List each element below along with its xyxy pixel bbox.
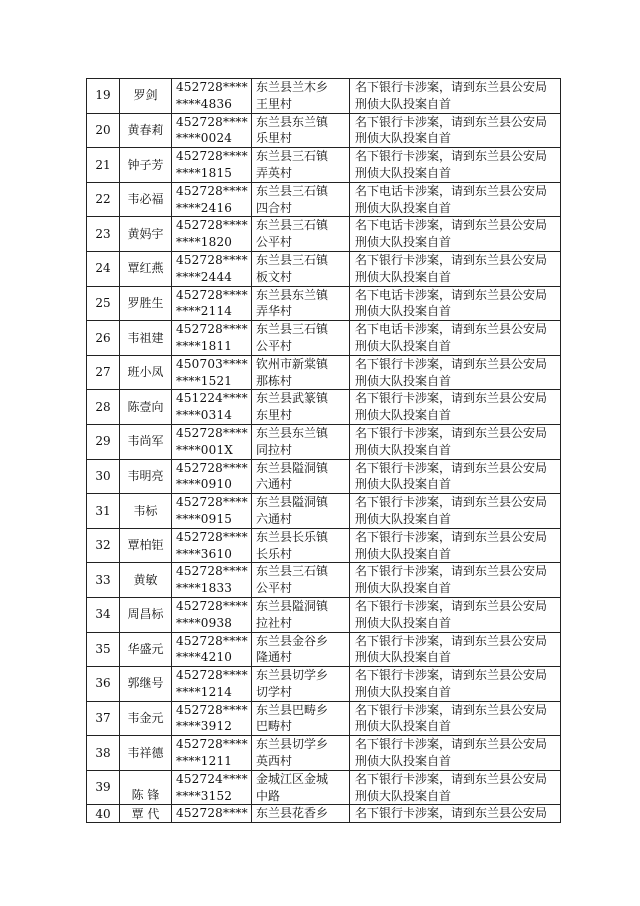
table-row: [87, 251, 561, 286]
table-row: [87, 182, 561, 217]
table-row: [87, 528, 561, 563]
row-number-cell: 38: [87, 736, 120, 771]
table-row: [87, 494, 561, 529]
row-number-cell: 37: [87, 701, 120, 736]
row-number-cell: 34: [87, 597, 120, 632]
id-number-cell: 450703**** ****1521: [172, 355, 252, 390]
notice-cell: 名下电话卡涉案，请到东兰县公安局 刑侦大队投案自首: [350, 286, 561, 321]
id-number-cell: 452728**** ****2444: [172, 251, 252, 286]
address-cell: 金城江区金城 中路: [252, 770, 350, 805]
notice-cell: 名下银行卡涉案，请到东兰县公安局 刑侦大队投案自首: [350, 113, 561, 148]
notice-cell: 名下电话卡涉案，请到东兰县公安局 刑侦大队投案自首: [350, 182, 561, 217]
address-cell: 东兰县兰木乡 王里村: [252, 79, 350, 114]
table-row: [87, 632, 561, 667]
address-cell: 东兰县三石镇 公平村: [252, 563, 350, 598]
person-name-cell: 班小凤: [120, 355, 172, 390]
row-number-cell: 24: [87, 251, 120, 286]
address-cell: 东兰县隘洞镇 六通村: [252, 459, 350, 494]
table-row: [87, 701, 561, 736]
address-cell: 东兰县武篆镇 东里村: [252, 390, 350, 425]
person-name-cell: 华盛元: [120, 632, 172, 667]
notice-cell: 名下银行卡涉案，请到东兰县公安局 刑侦大队投案自首: [350, 701, 561, 736]
table-row: [87, 459, 561, 494]
row-number-cell: 22: [87, 182, 120, 217]
table-row: [87, 597, 561, 632]
id-number-cell: 452728**** ****1211: [172, 736, 252, 771]
row-number-cell: 35: [87, 632, 120, 667]
person-name-cell: 韦标: [120, 494, 172, 529]
notice-cell: 名下银行卡涉案，请到东兰县公安局 刑侦大队投案自首: [350, 770, 561, 805]
address-cell: 东兰县花香乡: [252, 805, 350, 823]
table-row: [87, 113, 561, 148]
address-cell: 东兰县切学乡 英西村: [252, 736, 350, 771]
person-name-cell: 黄春莉: [120, 113, 172, 148]
row-number-cell: 27: [87, 355, 120, 390]
address-cell: 东兰县东兰镇 乐里村: [252, 113, 350, 148]
id-number-cell: 451224**** ****0314: [172, 390, 252, 425]
person-name-cell: 覃 代: [120, 805, 172, 823]
person-name-cell: 韦祥德: [120, 736, 172, 771]
address-cell: 东兰县长乐镇 长乐村: [252, 528, 350, 563]
person-name-cell: 黄敏: [120, 563, 172, 598]
row-number-cell: 36: [87, 667, 120, 702]
notice-cell: 名下银行卡涉案，请到东兰县公安局 刑侦大队投案自首: [350, 355, 561, 390]
table-row: [87, 563, 561, 598]
notice-cell: 名下银行卡涉案，请到东兰县公安局 刑侦大队投案自首: [350, 597, 561, 632]
id-number-cell: 452728**** ****3610: [172, 528, 252, 563]
person-name-cell: 罗胜生: [120, 286, 172, 321]
address-cell: 东兰县切学乡 切学村: [252, 667, 350, 702]
address-cell: 东兰县隘洞镇 六通村: [252, 494, 350, 529]
row-number-cell: 31: [87, 494, 120, 529]
id-number-cell: 452728**** ****0024: [172, 113, 252, 148]
id-number-cell: 452728**** ****3912: [172, 701, 252, 736]
person-name-cell: 罗剑: [120, 79, 172, 114]
address-cell: 东兰县三石镇 板文村: [252, 251, 350, 286]
address-cell: 东兰县三石镇 公平村: [252, 217, 350, 252]
person-name-cell: 黄妈宇: [120, 217, 172, 252]
id-number-cell: 452728**** ****0910: [172, 459, 252, 494]
id-number-cell: 452728**** ****0915: [172, 494, 252, 529]
notice-cell: 名下银行卡涉案，请到东兰县公安局 刑侦大队投案自首: [350, 528, 561, 563]
id-number-cell: 452728**** ****001X: [172, 424, 252, 459]
row-number-cell: 28: [87, 390, 120, 425]
table-body: [87, 79, 561, 823]
row-number-cell: 19: [87, 79, 120, 114]
person-name-cell: 周昌标: [120, 597, 172, 632]
table-row: [87, 217, 561, 252]
person-name-cell: 钟子芳: [120, 148, 172, 183]
notice-cell: 名下电话卡涉案，请到东兰县公安局 刑侦大队投案自首: [350, 321, 561, 356]
row-number-cell: 25: [87, 286, 120, 321]
id-number-cell: 452728****: [172, 805, 252, 823]
case-notice-table: [86, 78, 561, 823]
person-name-cell: 陈壹向: [120, 390, 172, 425]
table-row: [87, 286, 561, 321]
table-row: [87, 321, 561, 356]
person-name-cell: 覃红燕: [120, 251, 172, 286]
person-name-cell: 韦金元: [120, 701, 172, 736]
notice-cell: 名下银行卡涉案，请到东兰县公安局 刑侦大队投案自首: [350, 494, 561, 529]
row-number-cell: 32: [87, 528, 120, 563]
address-cell: 东兰县东兰镇 弄华村: [252, 286, 350, 321]
address-cell: 东兰县巴畴乡 巴畴村: [252, 701, 350, 736]
person-name-cell: 韦必福: [120, 182, 172, 217]
id-number-cell: 452724**** ****3152: [172, 770, 252, 805]
id-number-cell: 452728**** ****1820: [172, 217, 252, 252]
table-row: [87, 79, 561, 114]
table-row: [87, 390, 561, 425]
notice-cell: 名下银行卡涉案，请到东兰县公安局 刑侦大队投案自首: [350, 563, 561, 598]
notice-cell: 名下银行卡涉案，请到东兰县公安局 刑侦大队投案自首: [350, 736, 561, 771]
address-cell: 东兰县隘洞镇 拉社村: [252, 597, 350, 632]
notice-cell: 名下银行卡涉案，请到东兰县公安局 刑侦大队投案自首: [350, 79, 561, 114]
row-number-cell: 40: [87, 805, 120, 823]
id-number-cell: 452728**** ****1833: [172, 563, 252, 598]
id-number-cell: 452728**** ****4210: [172, 632, 252, 667]
row-number-cell: 26: [87, 321, 120, 356]
row-number-cell: 39: [87, 770, 120, 805]
id-number-cell: 452728**** ****0938: [172, 597, 252, 632]
row-number-cell: 29: [87, 424, 120, 459]
row-number-cell: 30: [87, 459, 120, 494]
notice-cell: 名下银行卡涉案，请到东兰县公安局 刑侦大队投案自首: [350, 459, 561, 494]
table-row: [87, 770, 561, 805]
person-name-cell: 陈 锋: [120, 770, 172, 805]
notice-cell: 名下银行卡涉案，请到东兰县公安局 刑侦大队投案自首: [350, 148, 561, 183]
notice-cell: 名下电话卡涉案，请到东兰县公安局 刑侦大队投案自首: [350, 217, 561, 252]
address-cell: 东兰县三石镇 公平村: [252, 321, 350, 356]
id-number-cell: 452728**** ****1214: [172, 667, 252, 702]
person-name-cell: 韦明亮: [120, 459, 172, 494]
notice-cell: 名下银行卡涉案，请到东兰县公安局 刑侦大队投案自首: [350, 424, 561, 459]
notice-cell: 名下银行卡涉案，请到东兰县公安局 刑侦大队投案自首: [350, 251, 561, 286]
address-cell: 东兰县三石镇 弄英村: [252, 148, 350, 183]
address-cell: 东兰县金谷乡 隆通村: [252, 632, 350, 667]
table-row: [87, 667, 561, 702]
address-cell: 钦州市新棠镇 那栋村: [252, 355, 350, 390]
address-cell: 东兰县三石镇 四合村: [252, 182, 350, 217]
id-number-cell: 452728**** ****4836: [172, 79, 252, 114]
notice-cell: 名下银行卡涉案，请到东兰县公安局: [350, 805, 561, 823]
table-row: [87, 355, 561, 390]
row-number-cell: 33: [87, 563, 120, 598]
row-number-cell: 21: [87, 148, 120, 183]
id-number-cell: 452728**** ****2416: [172, 182, 252, 217]
person-name-cell: 韦祖建: [120, 321, 172, 356]
id-number-cell: 452728**** ****2114: [172, 286, 252, 321]
person-name-cell: 韦尚军: [120, 424, 172, 459]
table-row: [87, 805, 561, 823]
table-row: [87, 148, 561, 183]
notice-cell: 名下银行卡涉案，请到东兰县公安局 刑侦大队投案自首: [350, 632, 561, 667]
address-cell: 东兰县东兰镇 同拉村: [252, 424, 350, 459]
id-number-cell: 452728**** ****1811: [172, 321, 252, 356]
person-name-cell: 覃柏钜: [120, 528, 172, 563]
table-row: [87, 424, 561, 459]
row-number-cell: 20: [87, 113, 120, 148]
table-row: [87, 736, 561, 771]
person-name-cell: 郭继号: [120, 667, 172, 702]
notice-cell: 名下银行卡涉案，请到东兰县公安局 刑侦大队投案自首: [350, 390, 561, 425]
notice-cell: 名下银行卡涉案，请到东兰县公安局 刑侦大队投案自首: [350, 667, 561, 702]
row-number-cell: 23: [87, 217, 120, 252]
id-number-cell: 452728**** ****1815: [172, 148, 252, 183]
